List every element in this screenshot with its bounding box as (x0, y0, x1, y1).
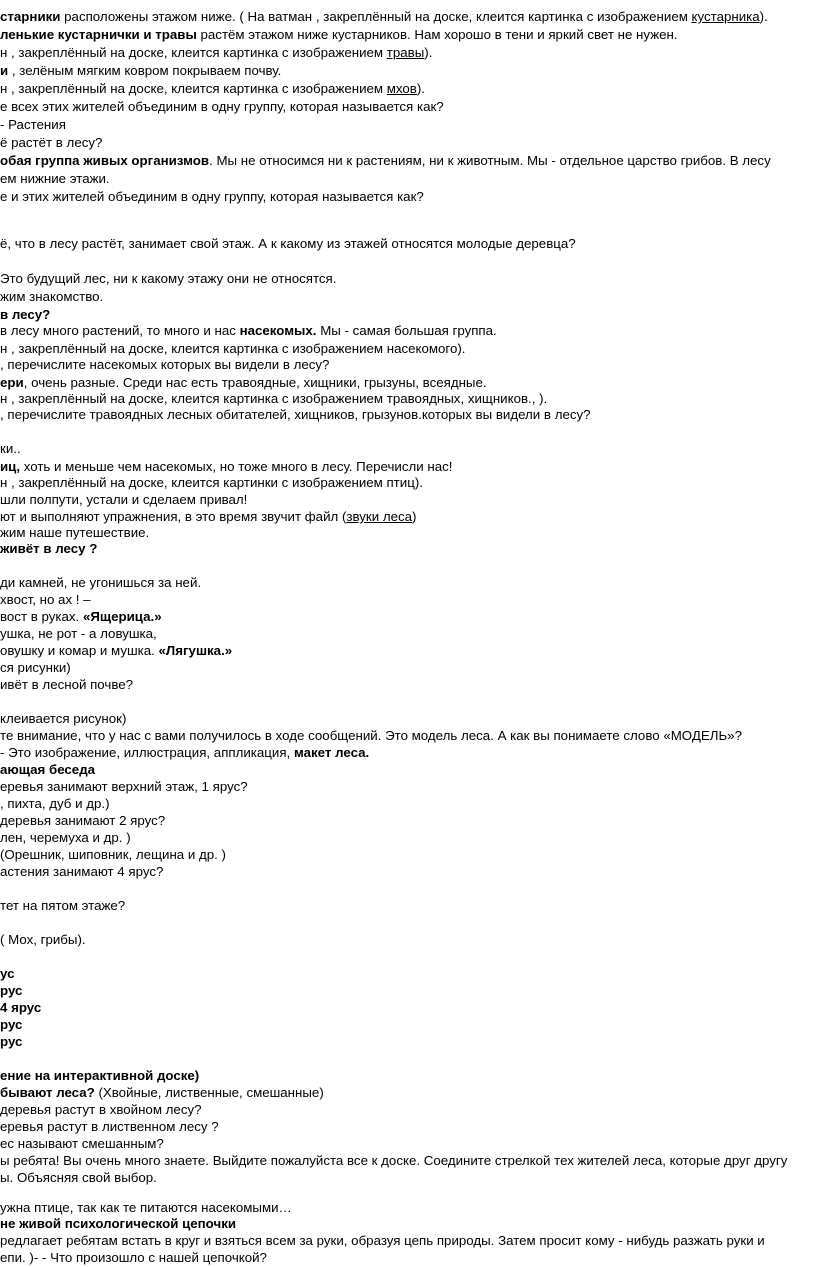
text-line (0, 795, 816, 813)
text-line (0, 62, 816, 80)
bold-phrase: «Лягушка.» (158, 643, 233, 658)
text-run: . Мы не относимся ни к растениям, ни к животным. Мы - отдельное царство грибов. В лесу (209, 153, 771, 168)
text-line (0, 152, 816, 170)
text-line (0, 1169, 816, 1187)
text-line (0, 134, 816, 152)
text-line (0, 999, 816, 1017)
text-line (0, 1249, 816, 1267)
text-line (0, 761, 816, 779)
text-line (0, 1084, 816, 1102)
bold-phrase: рус (0, 1034, 23, 1049)
text-run: деревья растут в хвойном лесу? (0, 1102, 202, 1117)
text-line (0, 98, 816, 116)
text-run: шли полпути, устали и сделаем привал! (0, 492, 248, 507)
text-run: редлагает ребятам встать в круг и взяться всем за руки, образуя цепь природы. Затем просит кому - нибудь разжать руки и (0, 1233, 765, 1248)
text-line (0, 574, 816, 592)
text-run: , зелёным мягким ковром покрываем почву. (8, 63, 282, 78)
text-run: ки.. (0, 441, 21, 456)
bold-phrase: ающая беседа (0, 762, 96, 777)
text-run: е всех этих жителей объединим в одну группу, которая называется как? (0, 99, 444, 114)
text-run: епи. )- - Что произошло с нашей цепочкой? (0, 1250, 267, 1265)
text-line (0, 540, 816, 558)
text-line (0, 1101, 816, 1119)
bold-phrase: и (0, 63, 9, 78)
text-line (0, 288, 816, 306)
text-run: ес называют смешанным? (0, 1136, 164, 1151)
text-run: еревья растут в лиственном лесу ? (0, 1119, 219, 1134)
bold-phrase: иц, (0, 459, 21, 474)
text-line (0, 829, 816, 847)
underlined-term: мхов (386, 81, 417, 96)
text-run: н , закреплённый на доске, клеится картинка с изображением (0, 81, 387, 96)
text-line (0, 406, 816, 424)
text-run: Мы - самая большая группа. (316, 323, 497, 338)
text-run: , перечислите насекомых которых вы видели в лесу? (0, 357, 330, 372)
text-line (0, 642, 816, 660)
text-line (0, 356, 816, 374)
text-line (0, 625, 816, 643)
text-line (0, 1232, 816, 1250)
text-line (0, 116, 816, 134)
text-line (0, 710, 816, 728)
text-line (0, 188, 816, 206)
text-line (0, 8, 816, 26)
text-run: деревья занимают 2 ярус? (0, 813, 166, 828)
text-run: ы. Объясняя свой выбор. (0, 1170, 157, 1185)
text-run: ё растёт в лесу? (0, 135, 103, 150)
text-line (0, 591, 816, 609)
text-run: тет на пятом этаже? (0, 898, 126, 913)
bold-phrase: ус (0, 966, 15, 981)
text-run: Это будущий лес, ни к какому этажу они не относятся. (0, 271, 337, 286)
text-run: ). (424, 45, 433, 60)
bold-phrase: ленькие кустарнички и травы (0, 27, 197, 42)
text-run: овушку и комар и мушка. (0, 643, 159, 658)
text-run: , очень разные. Среди нас есть травоядные, хищники, грызуны, всеядные. (23, 375, 487, 390)
text-line (0, 863, 816, 881)
text-run: ). (416, 81, 425, 96)
bold-phrase: макет леса. (293, 745, 370, 760)
text-line (0, 1135, 816, 1153)
text-run: , пихта, дуб и др.) (0, 796, 110, 811)
text-line (0, 1067, 816, 1085)
text-line (0, 659, 816, 677)
text-run: астения занимают 4 ярус? (0, 864, 164, 879)
text-run: лен, черемуха и др. ) (0, 830, 131, 845)
text-line (0, 897, 816, 915)
bold-phrase: живёт в лесу ? (0, 541, 98, 556)
text-line (0, 235, 816, 253)
text-run: ди камней, не угонишься за ней. (0, 575, 202, 590)
text-line (0, 812, 816, 830)
text-line (0, 440, 816, 458)
text-run: ) (412, 509, 417, 524)
text-line (0, 44, 816, 62)
text-line (0, 1033, 816, 1051)
text-run: н , закреплённый на доске, клеится картинка с изображением травоядных, хищников., ). (0, 391, 548, 406)
text-run: ют и выполняют упражнения, в это время звучит файл ( (0, 509, 347, 524)
text-line (0, 608, 816, 626)
text-run: ивёт в лесной почве? (0, 677, 134, 692)
bold-phrase: рус (0, 983, 23, 998)
underlined-term: травы (386, 45, 425, 60)
text-run: (Хвойные, лиственные, смешанные) (94, 1085, 324, 1100)
text-run: - Растения (0, 117, 66, 132)
text-line (0, 778, 816, 796)
text-run: н , закреплённый на доске, клеится картинки с изображением птиц). (0, 475, 423, 490)
text-line (0, 744, 816, 762)
text-line (0, 965, 816, 983)
underlined-term: звуки леса (346, 509, 413, 524)
bold-phrase: старники (0, 9, 61, 24)
text-line (0, 26, 816, 44)
text-run: н , закреплённый на доске, клеится картинка с изображением (0, 45, 387, 60)
text-line (0, 474, 816, 492)
text-line (0, 727, 816, 745)
text-run: хвост, но ах ! – (0, 592, 91, 607)
text-run: ся рисунки) (0, 660, 71, 675)
bold-phrase: ери (0, 375, 24, 390)
bold-phrase: 4 ярус (0, 1000, 42, 1015)
text-run: , перечислите травоядных лесных обитателей, хищников, грызунов.которых вы видели в лесу? (0, 407, 591, 422)
text-run: вост в руках. (0, 609, 83, 624)
text-run: ( Мох, грибы). (0, 932, 86, 947)
text-run: е и этих жителей объединим в одну группу, которая называется как? (0, 189, 424, 204)
bold-phrase: не живой психологической цепочки (0, 1216, 237, 1231)
text-run: - Это изображение, иллюстрация, аппликация, (0, 745, 294, 760)
text-run: хоть и меньше чем насекомых, но тоже много в лесу. Перечисли нас! (20, 459, 453, 474)
bold-phrase: рус (0, 1017, 23, 1032)
underlined-term: кустарника (691, 9, 760, 24)
text-line (0, 846, 816, 864)
text-run: ушка, не рот - а ловушка, (0, 626, 157, 641)
text-line (0, 1152, 816, 1170)
text-line (0, 80, 816, 98)
text-line (0, 170, 816, 188)
text-run: ы ребята! Вы очень много знаете. Выйдите пожалуйста все к доске. Соедините стрелкой тех жителей леса, которые друг другу (0, 1153, 788, 1168)
bold-phrase: ение на интерактивной доске) (0, 1068, 200, 1083)
text-run: н , закреплённый на доске, клеится картинка с изображением насекомого). (0, 341, 466, 356)
text-line (0, 982, 816, 1000)
text-run: ем нижние этажи. (0, 171, 110, 186)
text-line (0, 270, 816, 288)
text-line (0, 931, 816, 949)
text-line (0, 491, 816, 509)
text-run: расположены этажом ниже. ( На ватман , закреплённый на доске, клеится картинка с изображением (60, 9, 692, 24)
text-run: в лесу много растений, то много и нас (0, 323, 240, 338)
text-run: ужна птице, так как те питаются насекомыми… (0, 1200, 292, 1215)
text-line (0, 676, 816, 694)
text-run: (Орешник, шиповник, лещина и др. ) (0, 847, 226, 862)
bold-phrase: «Ящерица.» (82, 609, 162, 624)
text-line (0, 322, 816, 340)
text-line (0, 1118, 816, 1136)
text-run: клеивается рисунок) (0, 711, 127, 726)
bold-phrase: насекомых. (239, 323, 317, 338)
text-run: ё, что в лесу растёт, занимает свой этаж. А к какому из этажей относятся молодые деревца? (0, 236, 576, 251)
text-run: растём этажом ниже кустарников. Нам хорошо в тени и яркий свет не нужен. (196, 27, 678, 42)
text-line (0, 1215, 816, 1233)
bold-phrase: в лесу? (0, 307, 51, 322)
text-line (0, 1016, 816, 1034)
text-run: те внимание, что у нас с вами получилось в ходе сообщений. Это модель леса. А как вы понимаете слово «МОДЕЛЬ»? (0, 728, 742, 743)
text-run: жим наше путешествие. (0, 525, 150, 540)
text-run: ). (759, 9, 768, 24)
text-run: жим знакомство. (0, 289, 104, 304)
bold-phrase: бывают леса? (0, 1085, 95, 1100)
bold-phrase: обая группа живых организмов (0, 153, 210, 168)
text-run: еревья занимают верхний этаж, 1 ярус? (0, 779, 248, 794)
